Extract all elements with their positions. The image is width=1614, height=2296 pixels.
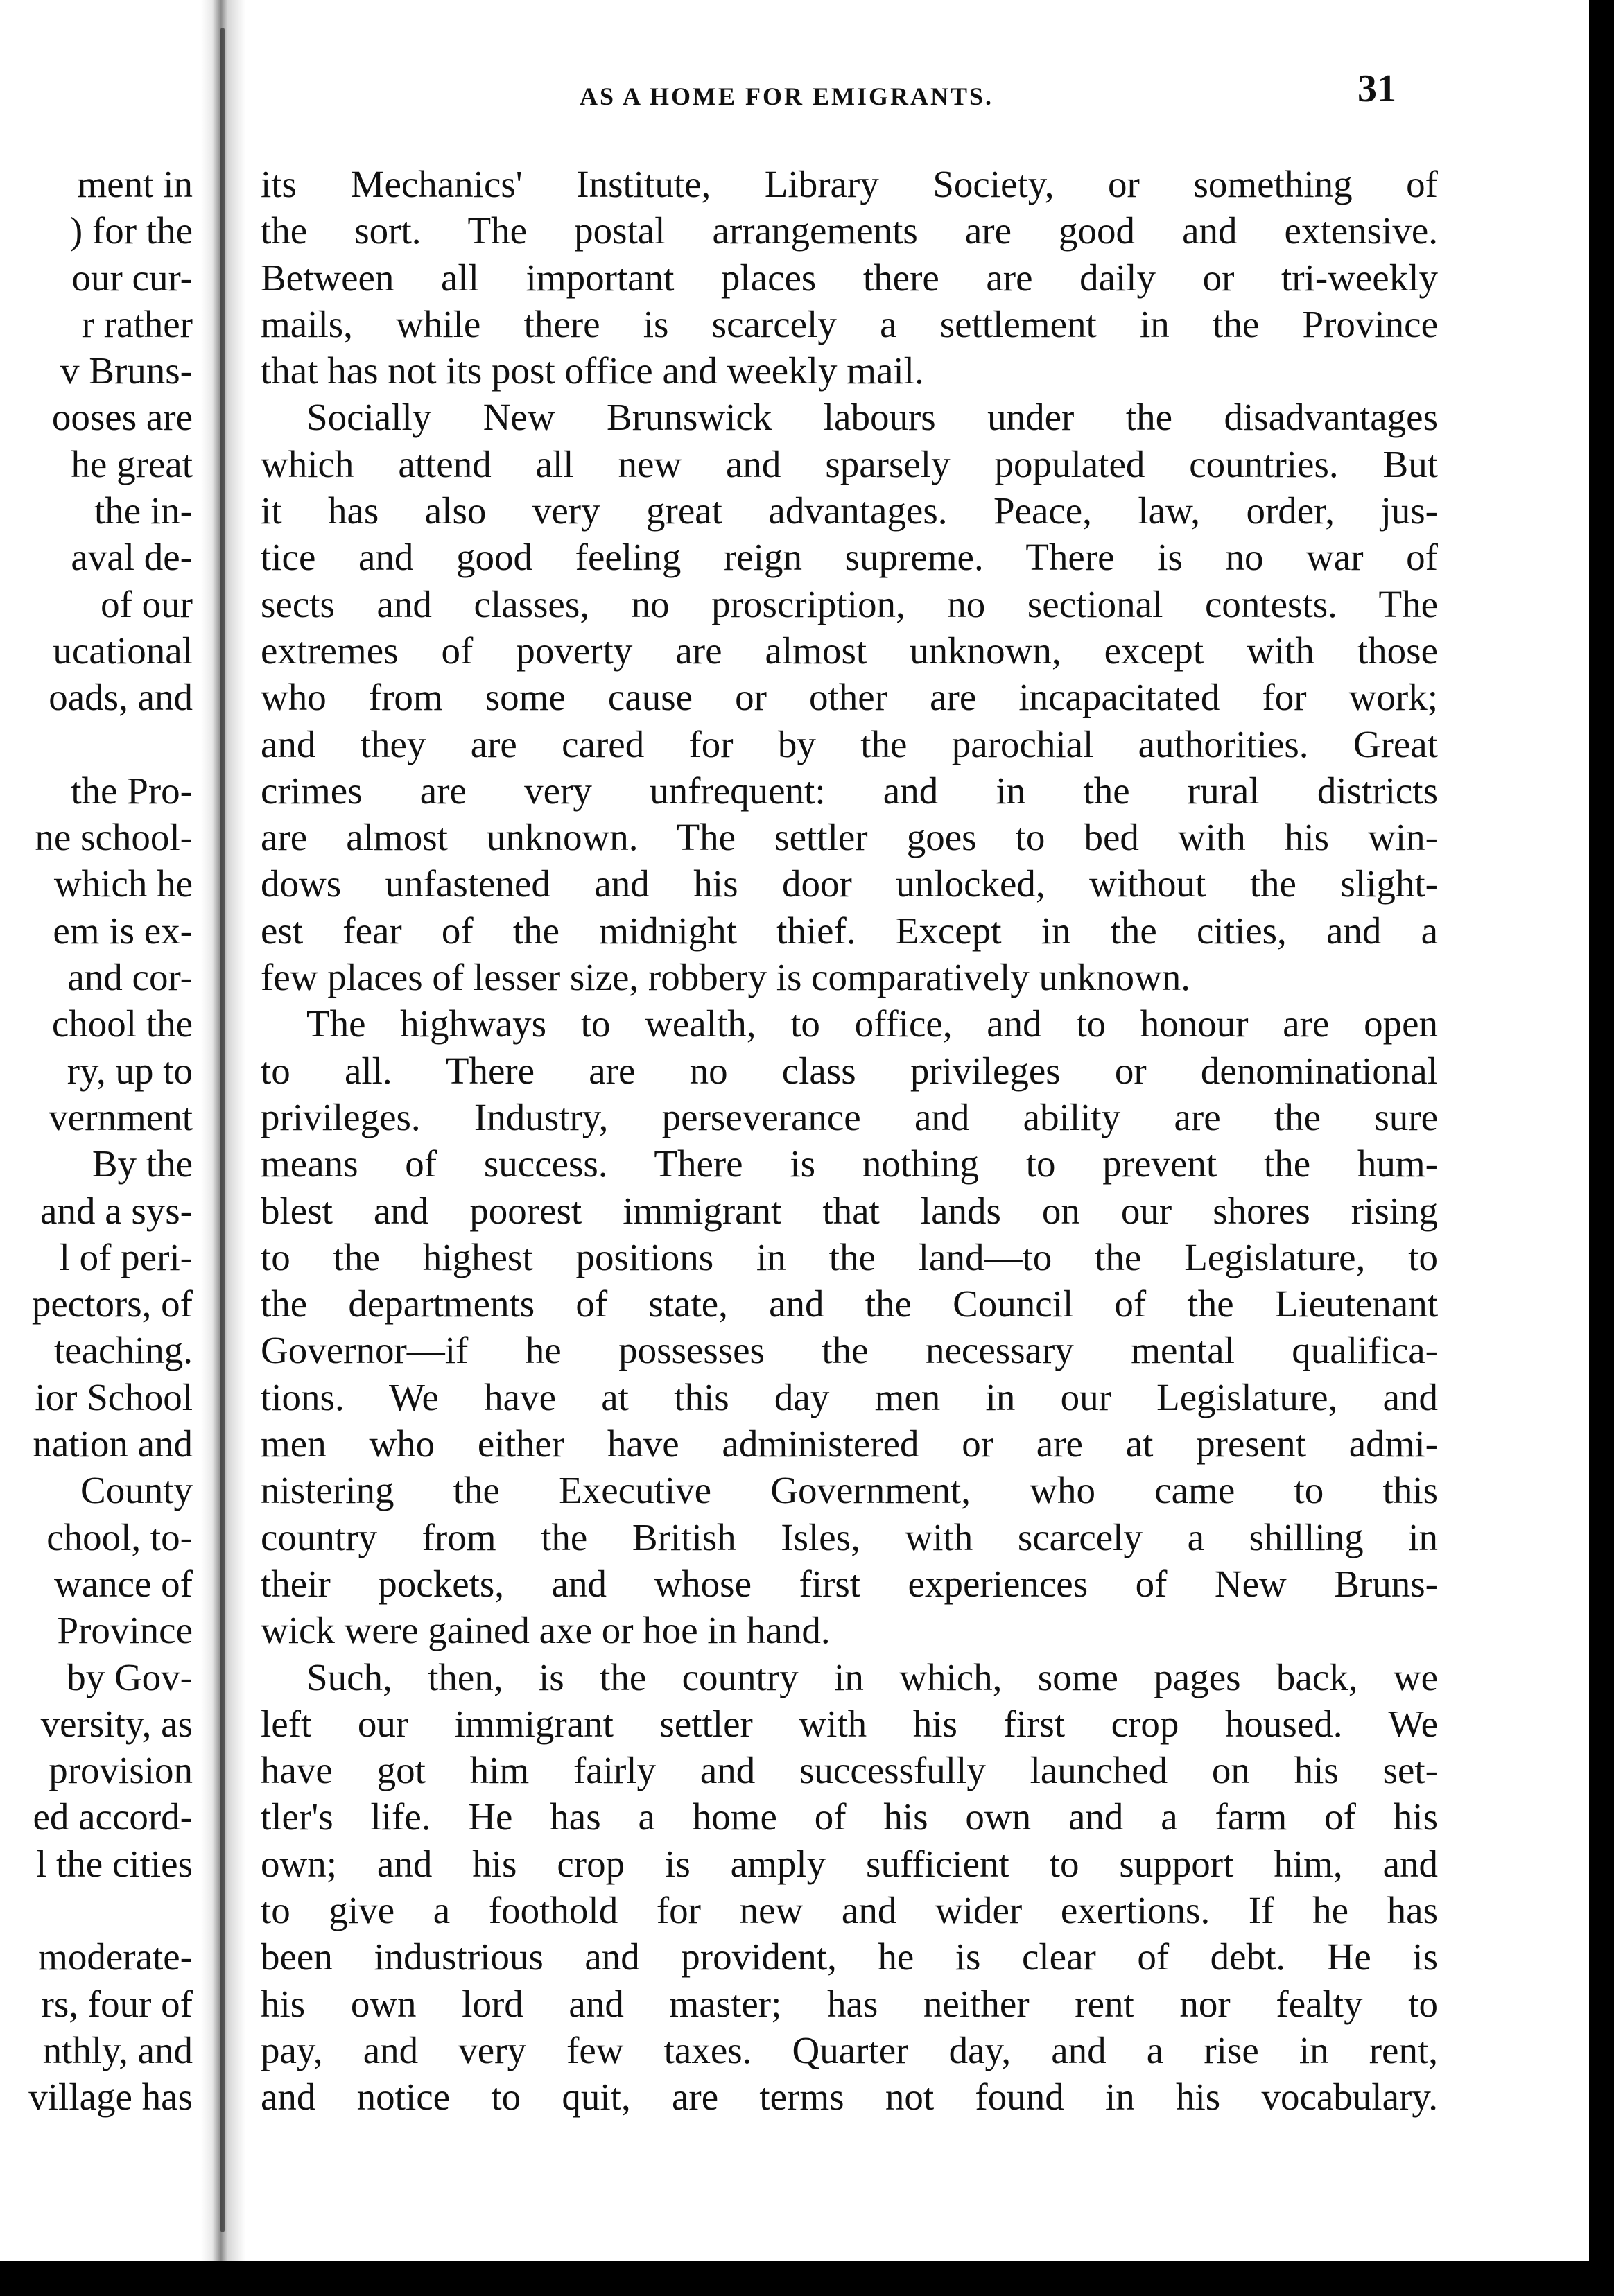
left-page-line: ooses are <box>51 396 193 439</box>
left-page-line: aval de- <box>71 536 193 579</box>
left-page-line: versity, as <box>40 1702 193 1745</box>
text-line: which attend all new and sparsely populated countries. But <box>261 442 1438 485</box>
text-line: means of success. There is nothing to prevent the hum- <box>261 1142 1438 1185</box>
text-line: extremes of poverty are almost unknown, except with those <box>261 629 1438 672</box>
left-page-line: nthly, and <box>42 2028 193 2071</box>
text-line: The highways to wealth, to office, and to honour are open <box>306 1002 1438 1045</box>
left-page-line: and a sys- <box>40 1189 193 1232</box>
left-page-line: the Pro- <box>71 769 193 812</box>
left-page-line: ior School <box>35 1375 193 1418</box>
spine-shadow <box>220 28 225 2232</box>
text-line: Governor—if he possesses the necessary mental qualifica- <box>261 1329 1438 1372</box>
left-page-line: the in- <box>94 489 193 532</box>
left-page-line: of our <box>101 582 193 625</box>
text-line: their pockets, and whose first experiences of New Bruns- <box>261 1562 1438 1605</box>
text-line: men who either have administered or are at present admi- <box>261 1423 1438 1466</box>
text-line: are almost unknown. The settler goes to bed with his win- <box>261 816 1438 859</box>
left-page-line: teaching. <box>53 1329 193 1372</box>
text-line: crimes are very unfrequent: and in the rural districts <box>261 769 1438 812</box>
left-page-line: village has <box>28 2076 193 2119</box>
text-line: been industrious and provident, he is clear of debt. He is <box>261 1936 1438 1978</box>
text-line: few places of lesser size, robbery is comparatively unknown. <box>261 956 1190 999</box>
left-page-line: ment in <box>77 163 193 205</box>
left-page-line <box>0 1887 193 1933</box>
left-page-line: v Bruns- <box>60 349 193 392</box>
text-line: tice and good feeling reign supreme. There is no war of <box>261 536 1438 579</box>
text-line: dows unfastened and his door unlocked, without the slight- <box>261 862 1438 905</box>
text-line: country from the British Isles, with scarcely a shilling in <box>261 1515 1438 1558</box>
left-page-line: our cur- <box>71 256 193 299</box>
left-page-fragments <box>0 161 193 2120</box>
text-line: privileges. Industry, perseverance and ability are the sure <box>261 1095 1438 1138</box>
text-line: sects and classes, no proscription, no sectional contests. The <box>261 582 1438 625</box>
text-line: own; and his crop is amply sufficient to support him, and <box>261 1842 1438 1885</box>
left-page-line: l of peri- <box>59 1235 193 1278</box>
text-line: the departments of state, and the Council of the Lieutenant <box>261 1282 1438 1325</box>
left-page-line: wance of <box>53 1562 193 1605</box>
scan-border-right <box>1589 0 1614 2296</box>
left-page-line: by Gov- <box>67 1655 193 1698</box>
left-page-line: ne school- <box>35 816 193 859</box>
text-line: wick were gained axe or hoe in hand. <box>261 1609 831 1652</box>
scan-border-bottom <box>0 2261 1614 2296</box>
text-line: pay, and very few taxes. Quarter day, and a rise in rent, <box>261 2028 1438 2071</box>
text-line: it has also very great advantages. Peace, law, order, jus- <box>261 489 1438 532</box>
running-head: AS A HOME FOR EMIGRANTS. <box>580 82 994 110</box>
text-line: who from some cause or other are incapacitated for work; <box>261 676 1438 719</box>
left-page-line: r rather <box>81 302 193 345</box>
text-line: have got him fairly and successfully launched on his set- <box>261 1749 1438 1792</box>
text-line: and notice to quit, are terms not found in his vocabulary. <box>261 2076 1438 2119</box>
left-page-line: em is ex- <box>53 909 193 952</box>
text-line: blest and poorest immigrant that lands on our shores rising <box>261 1189 1438 1232</box>
main-text-column <box>261 161 1438 2120</box>
left-page-line: chool, to- <box>46 1515 193 1558</box>
left-page-line: vernment <box>49 1095 193 1138</box>
text-line: to all. There are no class privileges or denominational <box>261 1049 1438 1092</box>
left-page-line: County <box>80 1469 193 1512</box>
left-page-line: ucational <box>53 629 193 672</box>
text-line: tler's life. He has a home of his own and a farm of his <box>261 1795 1438 1838</box>
text-line: nistering the Executive Government, who came to this <box>261 1469 1438 1512</box>
left-page-line: chool the <box>51 1002 193 1045</box>
left-page-line: and cor- <box>67 956 193 999</box>
left-page-line: By the <box>92 1142 193 1185</box>
text-line: to the highest positions in the land—to the Legislature, to <box>261 1235 1438 1278</box>
text-line: his own lord and master; has neither rent nor fealty to <box>261 1982 1438 2025</box>
left-page-line: ed accord- <box>33 1795 193 1838</box>
text-line: to give a foothold for new and wider exertions. If he has <box>261 1888 1438 1931</box>
text-line: the sort. The postal arrangements are good and extensive. <box>261 209 1438 252</box>
left-page-line <box>0 721 193 767</box>
left-page-line: provision <box>49 1749 193 1792</box>
text-line: Such, then, is the country in which, some pages back, we <box>306 1655 1438 1698</box>
left-page-line: oads, and <box>49 676 193 719</box>
left-page-line: nation and <box>33 1423 193 1466</box>
left-page-line: rs, four of <box>41 1982 193 2025</box>
left-page-line: pectors, of <box>31 1282 193 1325</box>
left-page-line: l the cities <box>35 1842 193 1885</box>
left-page-line: which he <box>53 862 193 905</box>
text-line: est fear of the midnight thief. Except in the cities, and a <box>261 909 1438 952</box>
text-line: Socially New Brunswick labours under the disadvantages <box>306 396 1438 439</box>
text-line: Between all important places there are daily or tri-weekly <box>261 256 1438 299</box>
text-line: and they are cared for by the parochial authorities. Great <box>261 722 1438 765</box>
left-page-line: ry, up to <box>67 1049 193 1092</box>
text-line: tions. We have at this day men in our Legislature, and <box>261 1375 1438 1418</box>
text-line: its Mechanics' Institute, Library Society, or something of <box>261 163 1438 205</box>
text-line: left our immigrant settler with his first crop housed. We <box>261 1702 1438 1745</box>
left-page-line: he great <box>71 442 193 485</box>
text-line: that has not its post office and weekly mail. <box>261 349 924 392</box>
left-page-line: ) for the <box>69 209 193 252</box>
left-page-line: Province <box>57 1609 193 1652</box>
text-line: mails, while there is scarcely a settlement in the Province <box>261 302 1438 345</box>
page-number: 31 <box>1357 67 1396 110</box>
left-page-line: moderate- <box>38 1936 193 1978</box>
